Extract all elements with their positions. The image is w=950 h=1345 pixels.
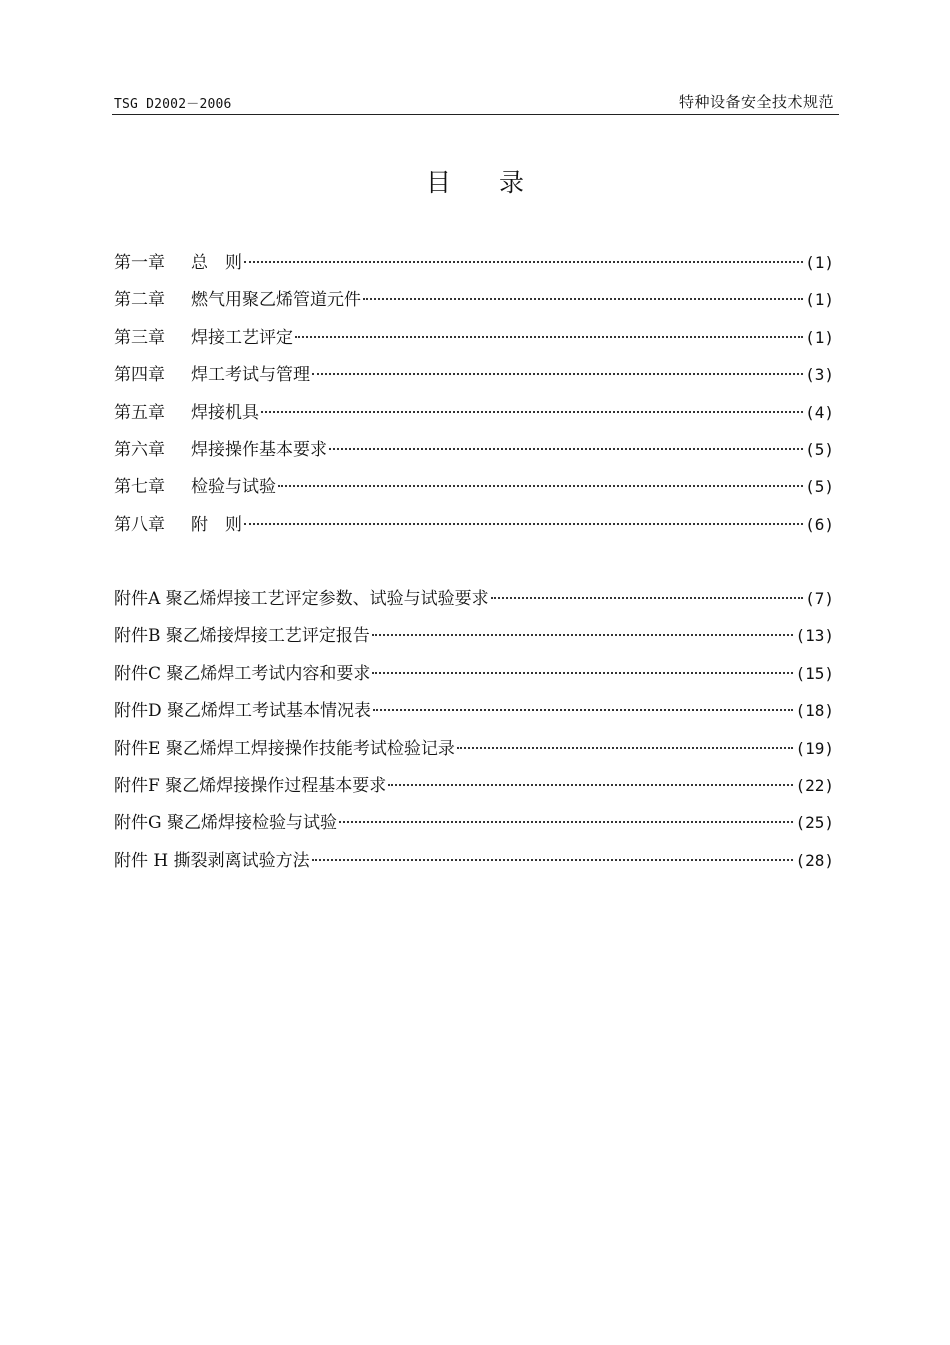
appendix-title: 附件 H 撕裂剥离试验方法 bbox=[114, 850, 310, 871]
dot-leader bbox=[295, 336, 803, 338]
appendix-title: 附件B 聚乙烯接焊接工艺评定报告 bbox=[114, 626, 370, 647]
toc-entry-chapter-5[interactable] bbox=[114, 398, 834, 435]
document-code: TSG D2002－2006 bbox=[114, 97, 232, 112]
toc-entry-chapter-7[interactable] bbox=[114, 472, 834, 509]
appendix-title: 附件A 聚乙烯焊接工艺评定参数、试验与试验要求 bbox=[114, 589, 489, 609]
chapter-title: 附 则 bbox=[191, 514, 242, 535]
page-number: (1) bbox=[805, 327, 834, 347]
toc-entry-appendix-h[interactable] bbox=[114, 846, 834, 883]
dot-leader bbox=[457, 747, 794, 749]
dot-leader bbox=[372, 634, 794, 636]
toc-entry-appendix-e[interactable] bbox=[114, 734, 834, 771]
page-number: (6) bbox=[805, 514, 834, 534]
chapter-number: 第四章 bbox=[114, 365, 165, 386]
toc-entry-chapter-6[interactable] bbox=[114, 435, 834, 472]
dot-leader bbox=[312, 859, 794, 861]
chapter-title: 焊接操作基本要求 bbox=[191, 439, 327, 460]
page-number: (5) bbox=[805, 477, 834, 497]
dot-leader bbox=[491, 597, 803, 599]
toc-entry-chapter-8[interactable] bbox=[114, 510, 834, 547]
dot-leader bbox=[339, 821, 793, 823]
toc-entry-appendix-a[interactable] bbox=[114, 584, 834, 621]
toc-entry-appendix-d[interactable] bbox=[114, 696, 834, 733]
chapter-list bbox=[114, 248, 834, 547]
chapter-number: 第二章 bbox=[114, 290, 165, 311]
toc-entry-chapter-4[interactable] bbox=[114, 360, 834, 397]
page-title: 目录 bbox=[425, 168, 572, 197]
toc-entry-appendix-g[interactable] bbox=[114, 808, 834, 845]
dot-leader bbox=[373, 709, 793, 711]
dot-leader bbox=[244, 523, 803, 525]
page-number: (7) bbox=[805, 589, 834, 608]
page-number: (13) bbox=[795, 626, 834, 646]
page-number: (19) bbox=[795, 738, 834, 758]
dot-leader bbox=[244, 261, 803, 263]
toc-entry-appendix-b[interactable] bbox=[114, 621, 834, 658]
toc-entry-chapter-2[interactable] bbox=[114, 285, 834, 322]
chapter-number: 第五章 bbox=[114, 402, 165, 423]
dot-leader bbox=[261, 411, 803, 413]
appendix-title: 附件C 聚乙烯焊工考试内容和要求 bbox=[114, 663, 371, 684]
page-number: (18) bbox=[795, 701, 834, 721]
appendix-title: 附件D 聚乙烯焊工考试基本情况表 bbox=[114, 701, 372, 722]
page-number: (15) bbox=[795, 663, 834, 683]
appendix-title: 附件F 聚乙烯焊接操作过程基本要求 bbox=[114, 775, 387, 796]
chapter-title: 检验与试验 bbox=[191, 477, 276, 498]
chapter-title: 燃气用聚乙烯管道元件 bbox=[191, 290, 361, 311]
chapter-title: 总 则 bbox=[191, 253, 242, 273]
chapter-number: 第六章 bbox=[114, 439, 165, 460]
dot-leader bbox=[278, 485, 803, 487]
dot-leader bbox=[372, 672, 793, 674]
page-header bbox=[112, 90, 839, 115]
page-number: (28) bbox=[795, 850, 834, 870]
dot-leader bbox=[388, 784, 793, 786]
page-number: (5) bbox=[805, 439, 834, 459]
appendix-list bbox=[114, 584, 834, 883]
page-number: (1) bbox=[805, 290, 834, 310]
toc-entry-chapter-3[interactable] bbox=[114, 323, 834, 360]
page-number: (4) bbox=[805, 402, 834, 422]
dot-leader bbox=[329, 448, 803, 450]
page-number: (1) bbox=[805, 253, 834, 272]
chapter-title: 焊接机具 bbox=[191, 402, 259, 423]
dot-leader bbox=[312, 373, 803, 375]
appendix-title: 附件E 聚乙烯焊工焊接操作技能考试检验记录 bbox=[114, 738, 455, 759]
page-number: (3) bbox=[805, 365, 834, 385]
chapter-number: 第八章 bbox=[114, 514, 165, 535]
dot-leader bbox=[363, 298, 803, 300]
appendix-title: 附件G 聚乙烯焊接检验与试验 bbox=[114, 813, 337, 834]
chapter-title: 焊工考试与管理 bbox=[191, 365, 310, 386]
document-category: 特种设备安全技术规范 bbox=[678, 93, 834, 111]
page-number: (25) bbox=[795, 813, 834, 833]
page-number: (22) bbox=[795, 775, 834, 795]
chapter-number: 第三章 bbox=[114, 327, 165, 348]
chapter-number: 第一章 bbox=[114, 253, 165, 273]
toc-entry-chapter-1[interactable] bbox=[114, 248, 834, 285]
toc-entry-appendix-f[interactable] bbox=[114, 771, 834, 808]
chapter-title: 焊接工艺评定 bbox=[191, 327, 293, 348]
chapter-number: 第七章 bbox=[114, 477, 165, 498]
toc-entry-appendix-c[interactable] bbox=[114, 659, 834, 696]
